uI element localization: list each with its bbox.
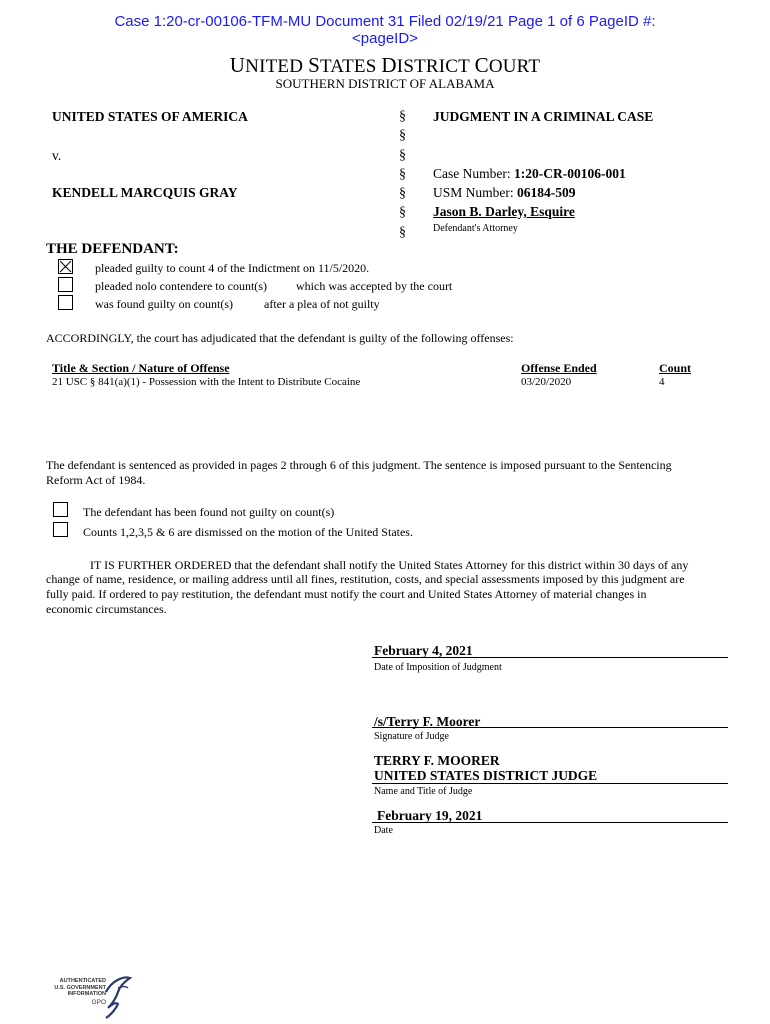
section-mark: § [399, 225, 406, 240]
court-district: SOUTHERN DISTRICT OF ALABAMA [275, 76, 495, 91]
not-guilty-counts-text: The defendant has been found not guilty on count(s) [83, 505, 335, 519]
usm-number: USM Number: 06184-509 [433, 185, 576, 200]
ordered-line3: fully paid. If ordered to pay restitution, the defendant must notify the court and United States Attorney of material changes in [46, 587, 647, 601]
imposition-date: February 4, 2021 [374, 643, 473, 658]
eagle-icon [102, 974, 134, 1020]
plaintiff-name: UNITED STATES OF AMERICA [52, 109, 248, 124]
sentenced-text-line1: The defendant is sentenced as provided in pages 2 through 6 of this judgment. The sentence is imposed pursuant to the Sentencing [46, 458, 672, 472]
checkmark-x-icon [59, 260, 72, 273]
judge-signature: /s/Terry F. Moorer [374, 714, 481, 729]
not-guilty-plea-text: after a plea of not guilty [264, 297, 380, 311]
document-type: JUDGMENT IN A CRIMINAL CASE [433, 109, 654, 124]
section-mark: § [399, 148, 406, 163]
dismissed-checkbox[interactable] [53, 522, 68, 537]
section-mark: § [399, 128, 406, 143]
offense-count-cell: 4 [659, 376, 665, 388]
offense-title-header: Title & Section / Nature of Offense [52, 361, 230, 375]
nolo-contendere-checkbox[interactable] [58, 277, 73, 292]
signature-caption: Signature of Judge [374, 731, 449, 742]
found-guilty-text: was found guilty on count(s) [95, 297, 233, 311]
judge-title: UNITED STATES DISTRICT JUDGE [374, 768, 598, 783]
signed-date: February 19, 2021 [377, 808, 483, 823]
defendant-name: KENDELL MARCQUIS GRAY [52, 185, 238, 200]
pleaded-guilty-text: pleaded guilty to count 4 of the Indictment on 11/5/2020. [95, 261, 370, 275]
section-mark: § [399, 186, 406, 201]
imposition-date-caption: Date of Imposition of Judgment [374, 662, 502, 673]
signed-date-line [372, 822, 728, 823]
case-number: Case Number: 1:20-CR-00106-001 [433, 166, 626, 181]
page-id-placeholder: <pageID> [352, 30, 418, 47]
court-title: UNITED STATES DISTRICT COURT [229, 53, 541, 77]
ordered-line2: change of name, residence, or mailing address until all fines, restitution, costs, and special assessments imposed by this judgment are [46, 572, 685, 586]
section-mark: § [399, 205, 406, 220]
count-header: Count [659, 361, 692, 375]
pleaded-guilty-checkbox[interactable] [58, 259, 73, 274]
ordered-line4: economic circumstances. [46, 602, 167, 616]
sentenced-text-line2: Reform Act of 1984. [46, 473, 146, 487]
section-mark: § [399, 167, 406, 182]
adjudication-statement: ACCORDINGLY, the court has adjudicated that the defendant is guilty of the following offenses: [46, 331, 514, 345]
offense-ended-header: Offense Ended [521, 361, 597, 375]
section-mark: § [399, 109, 406, 124]
ordered-line1: IT IS FURTHER ORDERED that the defendant shall notify the United States Attorney for this district within 30 days of any [90, 558, 689, 572]
name-title-caption: Name and Title of Judge [374, 786, 473, 797]
imposition-date-line [372, 657, 728, 658]
nolo-accepted-text: which was accepted by the court [296, 279, 453, 293]
attorney-caption: Defendant's Attorney [433, 223, 518, 234]
dismissed-counts-text: Counts 1,2,3,5 & 6 are dismissed on the motion of the United States. [83, 525, 413, 539]
defendant-heading: THE DEFENDANT: [46, 241, 179, 257]
found-guilty-checkbox[interactable] [58, 295, 73, 310]
signature-line [372, 727, 728, 728]
not-guilty-checkbox[interactable] [53, 502, 68, 517]
versus-label: v. [52, 148, 62, 163]
judge-name: TERRY F. MOORER [374, 753, 500, 768]
defense-attorney: Jason B. Darley, Esquire [433, 204, 575, 219]
date-caption: Date [374, 825, 393, 836]
nolo-contendere-text: pleaded nolo contendere to count(s) [95, 279, 267, 293]
offense-title-cell: 21 USC § 841(a)(1) - Possession with the Intent to Distribute Cocaine [52, 376, 361, 388]
gpo-authentication-logo: AUTHENTICATED U.S. GOVERNMENT INFORMATION GPO [44, 974, 134, 1020]
offense-ended-cell: 03/20/2020 [521, 376, 572, 388]
judge-title-line [372, 783, 728, 784]
filing-header: Case 1:20-cr-00106-TFM-MU Document 31 Filed 02/19/21 Page 1 of 6 PageID #: [114, 13, 656, 30]
